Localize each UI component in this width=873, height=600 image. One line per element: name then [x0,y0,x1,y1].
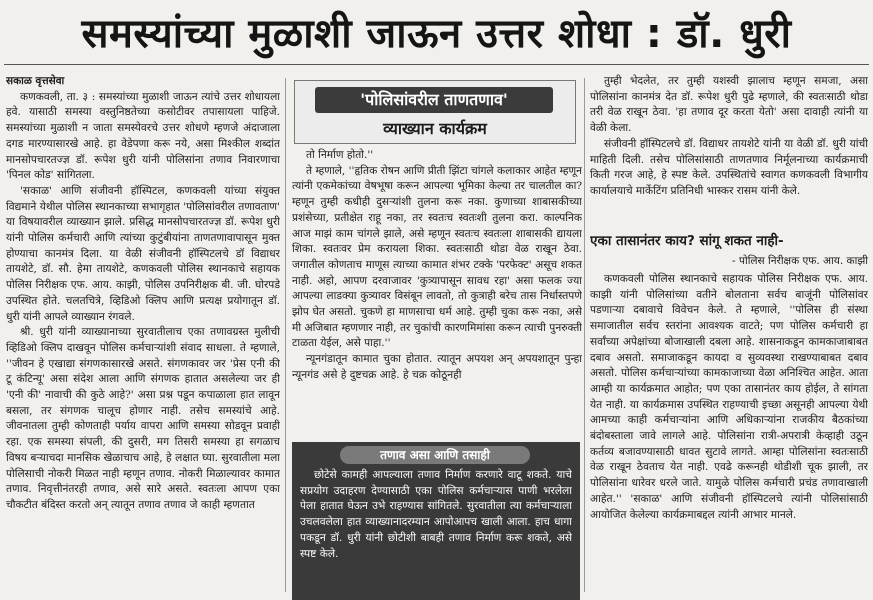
left-paragraph-1: कणकवली, ता. ३ : समस्यांच्या मुळाशी जाऊन त्यांचे उत्तर शोधायला हवे. यासाठी समस्या वस्तुनिष्ठतेच्या कसोटीवर तपासायला पाहिजे. समस्यांच्या मुळाशी न जाता समस्येवरचे उत्तर शोधणे म्हणजे अंदाजाला दगड मारण्यासारखे आहे. हा वेडेपणा करू नये, असा मिश्कील शब्दांत मानसोपचारतज्ज्ञ डॉ. रूपेश धुरी यांनी पोलिसांना तणाव निवारणाचा 'पिनल कोड' सांगितला. [6,90,280,182]
left-paragraph-2: 'सकाळ' आणि संजीवनी हॉस्पिटल, कणकवली यांच्या संयुक्त विद्यमाने येथील पोलिस स्थानकाच्या सभागृहात 'पोलिसांवरील तणावताण' या विषयावरील व्याख्यान झाले. प्रसिद्ध मानसोपचारतज्ज्ञ डॉ. रूपेश धुरी यांनी पोलिस कर्मचारी आणि त्यांच्या कुटुंबीयांना ताणतणावापासून मुक्त होण्याचा कानमंत्र दिला. या वेळी संजीवनी हॉस्पिटलचे डॉ विद्याधर तायशेटे, डॉ. सौ. हेमा तायशेटे, कणकवली पोलिस स्थानकाचे सहायक पोलिस निरीक्षक एफ. आय. काझी, पोलिस उपनिरीक्षक बी. जी. घोरपडे उपस्थित होते. चलतचित्रे, व्हिडिओ क्लिप आणि प्रत्यक्ष प्रयोगातून डॉ. धुरी यांनी आपले व्याख्यान रंगवले. [6,184,280,323]
middle-paragraph-1: तो निर्माण होतो.'' [306,149,374,161]
left-paragraph-3: श्री. धुरी यांनी व्याख्यानाच्या सुरवातीलाच एका तणावग्रस्त मुलीची व्हिडिओ क्लिप दाखवून पोलिस कर्मचाऱ्यांशी संवाद साधला. ते म्हणाले, ''जीवन हे एखाद्या संगणकासारखे असते. संगणकावर जर 'प्रेस एनी की टू कंटिन्यू' असा संदेश आला आणि संगणक हातात असलेल्या जर ही 'एनी की' नावाची की कुठे आहे?' असा प्रश्न पडून कपाळाला हात लावून बसला, तर संगणक चालूच होणार नाही. तसेच समस्यांचे आहे. जीवनातला तुम्ही कोणताही पर्याय वापरा आणि समस्या सोडवून प्रवाही रहा. एक समस्या संपली, की दुसरी, मग तिसरी समस्या हा सगळाच विषय बऱ्याचदा मानसिक खेळाचाच आहे, हे लक्षात घ्या. सुरवातीला मला पोलिसाची नोकरी मिळत नाही म्हणून तणाव. नोकरी मिळाल्यावर कामात तणाव. निवृत्तीनंतरही तणाव, असे सारे असते. स्वतःला आपण एका चौकटीत बंदिस्त करतो अन् त्यातून तणाव तणाव जे काही म्हणतात [6,326,280,511]
middle-paragraph-3: न्यूनगंडातून कामात चुका होतात. त्यातून अपयश अन् अपयशातून पुन्हा न्यूनगंड असे हे दुष्टचक्र आहे. हे चक्र कोठूनही [292,353,582,381]
right-column-top [590,74,868,234]
sidebar-text: छोटेसे कामही आपल्याला तणाव निर्माण करणारे वाटू शकते. याचे सप्रयोग उदाहरण देण्यासाठी एका पोलिस कर्मचाऱ्यास पाणी भरलेला पेला हातात घेऊन उभे राहण्यास सांगितले. सुरवातीला त्या कर्मचाऱ्याला उचलवलेला हात व्याख्यानादरम्यान आपोआपच खाली आला. हाच धागा पकडून डॉ. धुरी यांनी छोटीशी बाबही तणाव निर्माण करू शकते, असे स्पष्ट केले. [300,469,572,560]
right-column-bottom [590,272,868,598]
headline: समस्यांच्या मुळाशी जाऊन उत्तर शोधा : डॉ. धुरी [81,10,792,57]
middle-column [292,148,582,448]
right-paragraph-2: संजीवनी हॉस्पिटलचे डॉ. विद्याधर तायशेटे यांनी या वेळी डॉ. धुरी यांची माहिती दिली. तसेच पोलिसांसाठी ताणतणाव निर्मूलनाच्या कार्यक्रमाची किती गरज आहे, हे स्पष्ट केले. उपस्थितांचे स्वागत कणकवली विभागीय कार्यालयाचे मार्केटिंग प्रतिनिधी भास्कर रासम यांनी केले. [590,137,868,197]
subhead: एका तासानंतर काय? सांगू शकत नाही- [590,233,784,249]
subhead-attribution: - पोलिस निरीक्षक एफ. आय. काझी [731,255,868,267]
right-paragraph-1: तुम्ही भेदलेत, तर तुम्ही यशस्वी झालाच म्हणून समजा, असा पोलिसांना कानमंत्र देत डॉ. रूपेश धुरी पुढे म्हणाले, की स्वतःसाठी थोडा तरी वेळ राखून ठेवा. 'हा तणाव दूर करता येतो' असा दावाही त्यांनी या वेळी केला. [590,75,868,135]
column-divider-1 [285,78,286,592]
sidebar-box [292,442,580,600]
middle-paragraph-2: ते म्हणाले, ''हृतिक रोषन आणि प्रीती झिंटा चांगले कलाकार आहेत म्हणून त्यांनी एकमेकांच्या वेषभूषा करून आपल्या भूमिका केल्या तर चालतील का? म्हणून तुम्ही कधीही दुसऱ्यांशी तुलना करू नका. कुणाच्या शाबासकीच्या प्रशंसेच्या, प्रतीक्षेत राहू नका, तर स्वतःच स्वतःशी तुलना करा. काल्पनिक आज माझं काम चांगले झाले, असे म्हणून स्वतःच स्वतःला शाबासकी द्यायला शिका. स्वतःवर प्रेम करायला शिका. स्वतःसाठी थोडा वेळ राखून ठेवा. जगातील कोणताच माणूस त्याच्या कामात शंभर टक्के 'परफेक्ट' असूच शकत नाही. अहो, आपण दरवाजावर 'कुत्र्यापासून सावध रहा' असा फलक ज्या आपल्या लाडक्या कुत्र्यावर विसंबून लावतो, तो कुत्राही बरेच तास निर्धास्तपणे झोप घेत असतो. चुकणे हा माणसाचा धर्म आहे. तुम्ही चुका करू नका, असे मी अजिबात म्हणणार नाही, तर चुकांची कारणमिमांसा करून त्याची पुनरुक्ती टाळता येईल, असे पाहा.'' [292,164,582,350]
right-paragraph-3: कणकवली पोलिस स्थानकाचे सहायक पोलिस निरीक्षक एफ. आय. काझी यांनी पोलिसांच्या वतीने बोलताना सर्वच बाजूंनी पोलिसांवर पडणाऱ्या दबावाचे विवेचन केले. ते म्हणाले, ''पोलिस ही संस्था समाजातील सर्वच स्तरांना आवश्यक वाटते; पण पोलिस कर्मचारी हा सर्वांच्या अपेक्षांच्या बोजाखाली दबला आहे. शासनाकडून कामकाजाबाबत दबाव असतो. समाजाकडून कायदा व सुव्यवस्था राखण्याबाबत दबाव असतो. पोलिस कर्मचाऱ्यांच्या कामकाजाच्या वेळा अनिश्चित आहेत. आता आम्ही या कार्यक्रमात आहोत; पण एका तासानंतर काय होईल, ते सांगता येत नाही. या कार्यक्रमास उपस्थित राहण्याची इच्छा असूनही आपल्या येथी आमच्या काही कर्मचाऱ्यांना आणि अधिकाऱ्यांना राजकीय बैठकांच्या बंदोबस्ताला जावे लागले आहे. पोलिसांना रात्री-अपरात्री केव्हाही उठून कर्तव्य बजावण्यासाठी धावत सुटावे लागते. आम्हा पोलिसांना स्वतःसाठी वेळ राखून ठेवताच येत नाही. एवढे करूनही थोडीशी चूक झाली, तर पोलिसांना धारेवर धरले जाते. यामुळे पोलिस कर्मचारी प्रचंड तणावाखाली आहेत.'' 'सकाळ' आणि संजीवनी हॉस्पिटलचे त्यांनी पोलिसांसाठी आयोजित केलेल्या कार्यक्रमाबद्दल त्यांनी आभार मानले. [590,273,868,521]
event-subtitle: व्याख्यान कार्यक्रम [383,119,487,138]
column-divider-2 [584,78,585,592]
event-box [294,80,576,144]
left-column [6,74,280,598]
sidebar-tag: तणाव असा आणि तसाही [340,446,530,464]
event-title: 'पोलिसांवरील ताणतणाव' [315,87,553,113]
byline: सकाळ वृत्तसेवा [6,75,65,87]
sidebar-body [300,468,572,596]
top-rule [4,64,869,65]
